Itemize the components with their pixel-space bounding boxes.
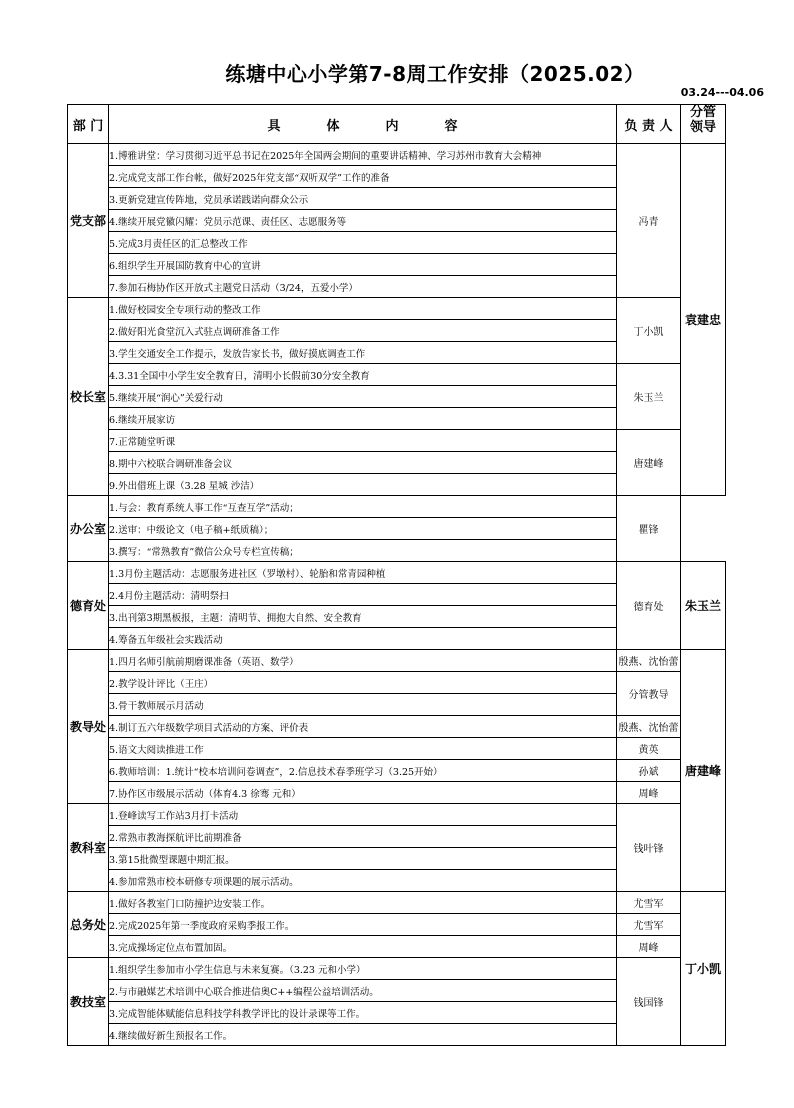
table-row [68, 672, 726, 694]
table-row [68, 958, 726, 980]
leader-cell: 唐建峰 [681, 650, 726, 892]
header-lead-line2: 领导 [689, 120, 716, 135]
item-text: 6.继续开展家访 [109, 408, 617, 430]
item-text: 1.3月份主题活动：志愿服务进社区（罗墩村）、轮胎和常青园种植 [109, 562, 617, 584]
item-text: 3.完成操场定位点布置加固。 [109, 936, 617, 958]
dept-jks: 教科室 [68, 804, 109, 892]
person-cell: 朱玉兰 [617, 364, 681, 430]
date-range: 03.24---04.06 [680, 86, 764, 99]
schedule-table [67, 104, 726, 1046]
person-cell: 尤雪军 [617, 892, 681, 914]
item-text: 3.完成智能体赋能信息科技学科教学评比的设计录课等工作。 [109, 1002, 617, 1024]
header-lead-line1: 分管 [689, 105, 716, 120]
item-text: 7.正常随堂听课 [109, 430, 617, 452]
person-cell: 唐建峰 [617, 430, 681, 496]
header-content [109, 105, 617, 144]
item-text: 3.学生交通安全工作提示，发放告家长书，做好摸底调查工作 [109, 342, 617, 364]
item-text: 2.完成2025年第一季度政府采购季报工作。 [109, 914, 617, 936]
person-cell [617, 716, 681, 738]
person-cell: 孙斌 [617, 760, 681, 782]
table-row [68, 914, 726, 936]
leader-cell: 袁建忠 [681, 144, 726, 496]
item-text: 2.教学设计评比（王庄） [109, 672, 617, 694]
item-text: 6.组织学生开展国防教育中心的宣讲 [109, 254, 617, 276]
table-row [68, 298, 726, 320]
person-cell [617, 650, 681, 672]
dept-xzs: 校长室 [68, 298, 109, 496]
item-text: 2.送审：中级论文（电子稿+纸质稿）； [109, 518, 617, 540]
person-cell: 周峰 [617, 782, 681, 804]
item-text: 4.3.31全国中小学生安全教育日，清明小长假前30分安全教育 [109, 364, 617, 386]
item-text: 2.完成党支部工作台帐，做好2025年党支部“双听双学”工作的准备 [109, 166, 617, 188]
person-cell: 分管教导 [617, 672, 681, 716]
item-text: 5.语文大阅读推进工作 [109, 738, 617, 760]
item-text: 1.与会：教育系统人事工作“互查互学”活动； [109, 496, 617, 518]
dept-bgs: 办公室 [68, 496, 109, 562]
item-text: 4.制订五六年级数学项目式活动的方案、评价表 [109, 716, 617, 738]
item-text: 1.四月名师引航前期磨课准备（英语、数学） [109, 650, 617, 672]
item-text: 3.更新党建宣传阵地，党员承诺践诺向群众公示 [109, 188, 617, 210]
person-cell: 丁小凯 [617, 298, 681, 364]
item-text: 7.协作区市级展示活动（体育4.3 徐骞 元和） [109, 782, 617, 804]
page-title: 练塘中心小学第7-8周工作安排（2025.02） [225, 62, 645, 86]
person-name: 殷燕、沈怡蕾 [618, 723, 679, 734]
person-name: 殷燕、沈怡蕾 [618, 657, 679, 668]
table-row [68, 496, 726, 518]
leader-cell: 朱玉兰 [681, 562, 726, 650]
dept-dzb: 党支部 [68, 144, 109, 298]
item-text: 3.出刊第3期黑板报，主题：清明节、拥抱大自然、安全教育 [109, 606, 617, 628]
item-text: 4.继续做好新生预报名工作。 [109, 1024, 617, 1046]
table-row [68, 936, 726, 958]
item-text: 2.与市融媒艺术培训中心联合推进信奥C++编程公益培训活动。 [109, 980, 617, 1002]
item-text: 1.博雅讲堂：学习贯彻习近平总书记在2025年全国两会期间的重要讲话精神、学习苏州市教育大会精神 [109, 144, 617, 166]
item-text: 2.4月份主题活动：清明祭扫 [109, 584, 617, 606]
header-content-char: 内 [385, 118, 399, 134]
dept-dyc: 德育处 [68, 562, 109, 650]
item-text: 2.做好阳光食堂沉入式驻点调研准备工作 [109, 320, 617, 342]
person-cell: 瞿锋 [617, 496, 681, 562]
item-text: 1.登峰读写工作站3月打卡活动 [109, 804, 617, 826]
header-lead [681, 105, 726, 144]
item-text: 3.撰写：“常熟教育”微信公众号专栏宣传稿； [109, 540, 617, 562]
item-text: 4.筹备五年级社会实践活动 [109, 628, 617, 650]
table-row [68, 892, 726, 914]
item-text: 3.骨干教师展示月活动 [109, 694, 617, 716]
header-content-char: 具 [267, 118, 281, 134]
item-text: 8.期中六校联合调研准备会议 [109, 452, 617, 474]
item-text: 7.参加石梅协作区开放式主题党日活动（3/24，五爱小学） [109, 276, 617, 298]
leader-cell: 丁小凯 [681, 892, 726, 1046]
header-dept: 部 门 [68, 105, 109, 144]
person-cell: 钱叶锋 [617, 804, 681, 892]
person-cell: 钱国锋 [617, 958, 681, 1046]
person-cell: 周峰 [617, 936, 681, 958]
header-content-char: 体 [326, 118, 340, 134]
item-text: 1.做好校园安全专项行动的整改工作 [109, 298, 617, 320]
dept-zwc: 总务处 [68, 892, 109, 958]
dept-jdc: 教导处 [68, 650, 109, 804]
item-text: 1.组织学生参加市小学生信息与未来复赛。（3.23 元和小学） [109, 958, 617, 980]
header-content-char: 容 [444, 118, 458, 134]
dept-jjs: 教技室 [68, 958, 109, 1046]
table-row [68, 364, 726, 386]
item-text: 2.常熟市教海探航评比前期准备 [109, 826, 617, 848]
table-row [68, 430, 726, 452]
table-row [68, 782, 726, 804]
table-row [68, 760, 726, 782]
person-cell: 冯青 [617, 144, 681, 298]
item-text: 1.做好各教室门口防撞护边安装工作。 [109, 892, 617, 914]
header-row [68, 105, 726, 144]
person-cell: 黄英 [617, 738, 681, 760]
person-cell: 尤雪军 [617, 914, 681, 936]
item-text: 9.外出借班上课（3.28 星城 沙洁） [109, 474, 617, 496]
item-text: 5.完成3月责任区的汇总整改工作 [109, 232, 617, 254]
item-text: 3.第15批微型课题中期汇报。 [109, 848, 617, 870]
item-text: 5.继续开展“润心”关爱行动 [109, 386, 617, 408]
table-row [68, 804, 726, 826]
person-cell: 德育处 [617, 562, 681, 650]
table-row [68, 562, 726, 584]
table-row [68, 716, 726, 738]
item-text: 4.继续开展党徽闪耀：党员示范课、责任区、志愿服务等 [109, 210, 617, 232]
table-row [68, 144, 726, 166]
item-text: 4.参加常熟市校本研修专项课题的展示活动。 [109, 870, 617, 892]
header-person: 负 责 人 [617, 105, 681, 144]
item-text: 6.教师培训：1.统计“校本培训问卷调查”，2.信息技术春季班学习（3.25开始） [109, 760, 617, 782]
table-row [68, 650, 726, 672]
table-row [68, 738, 726, 760]
